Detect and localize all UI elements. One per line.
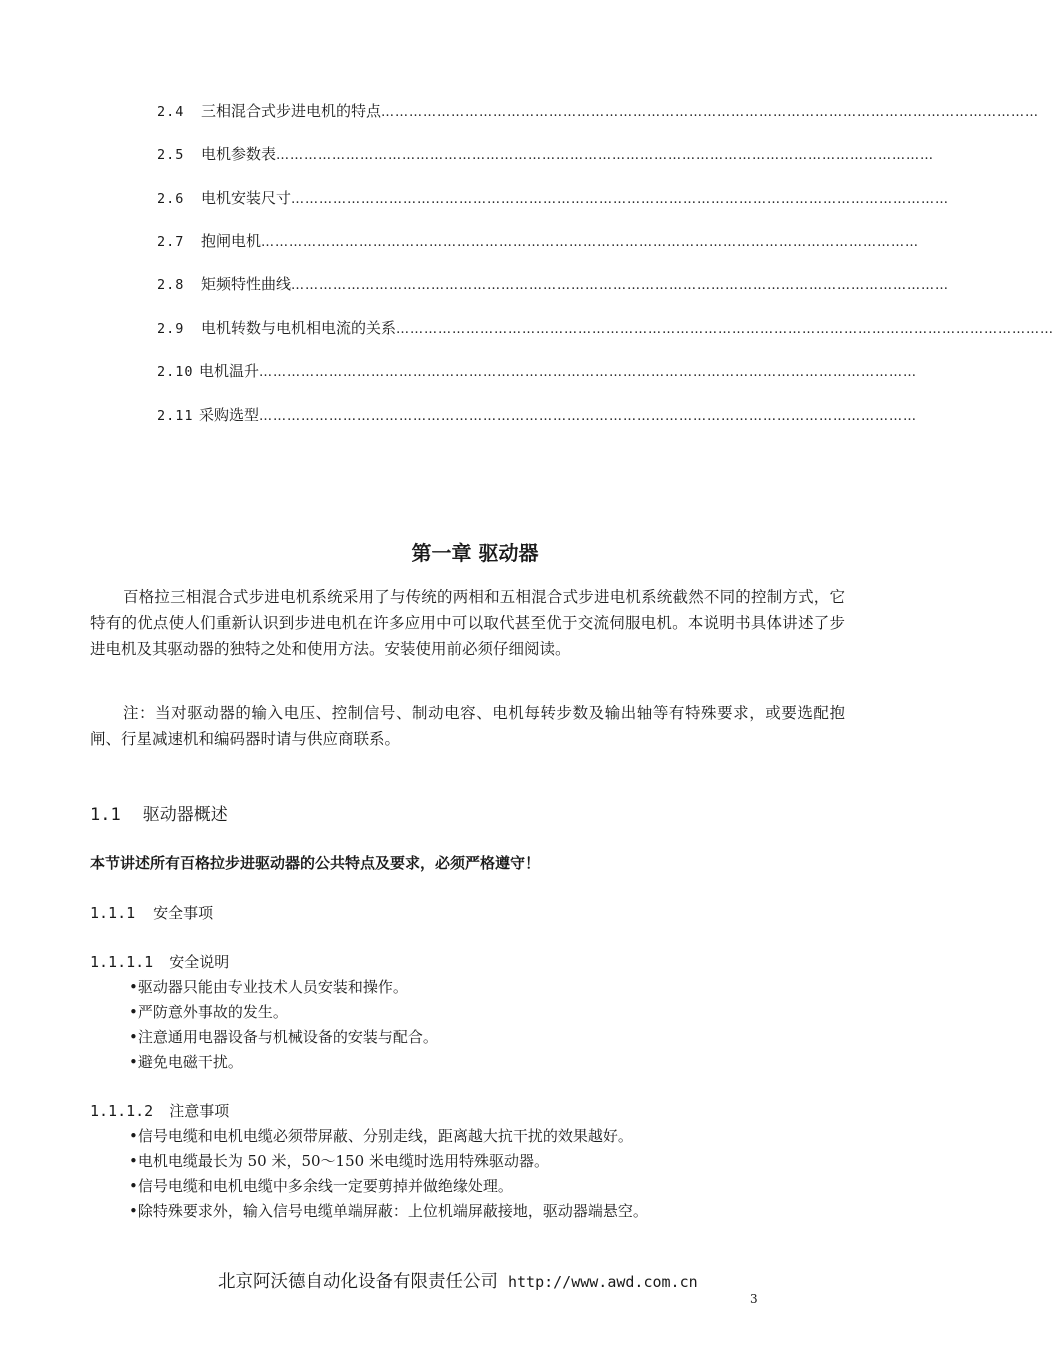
toc-entry-title: 采购选型 <box>199 406 260 424</box>
list-item: •信号电缆和电机电缆必须带屏蔽、分别走线，距离越大抗干扰的效果越好。 <box>129 1127 633 1145</box>
toc-entry-number: 2.4 <box>157 104 185 120</box>
toc-entry[interactable] <box>157 187 950 211</box>
footer-url-link[interactable]: http://www.awd.com.cn <box>508 1273 698 1291</box>
toc-entry-number: 2.10 <box>157 364 194 380</box>
section-heading-1-1-1-1 <box>90 951 229 972</box>
section-heading-1-1 <box>90 800 228 825</box>
toc-entry-number: 2.9 <box>157 321 185 337</box>
section-title: 安全事项 <box>153 904 214 922</box>
footer-company: 北京阿沃德自动化设备有限责任公司 <box>218 1272 498 1292</box>
section-title: 驱动器概述 <box>142 805 228 825</box>
toc-entry[interactable] <box>157 100 1040 124</box>
toc-leader-dots: …………………………………………………………………………………………………………………………… <box>259 409 918 424</box>
toc-entry[interactable] <box>157 360 918 384</box>
page-number: 3 <box>750 1292 758 1306</box>
section-title: 安全说明 <box>169 953 230 971</box>
list-item: •除特殊要求外，输入信号电缆单端屏蔽：上位机端屏蔽接地，驱动器端悬空。 <box>129 1202 648 1220</box>
section-heading-1-1-1 <box>90 902 213 923</box>
list-item: •严防意外事故的发生。 <box>129 1003 288 1021</box>
page-footer <box>218 1268 698 1293</box>
toc-entry-title: 抱闸电机 <box>201 232 262 250</box>
section-number: 1.1.1 <box>90 904 136 922</box>
section-heading-1-1-1-2 <box>90 1100 229 1121</box>
toc-entry-title: 电机参数表 <box>201 145 277 163</box>
list-item: •电机电缆最长为 50 米，50～150 米电缆时选用特殊驱动器。 <box>129 1152 549 1170</box>
bold-requirement-note: 本节讲述所有百格拉步进驱动器的公共特点及要求，必须严格遵守！ <box>90 854 541 872</box>
toc-entry-number: 2.5 <box>157 147 185 163</box>
toc-leader-dots: …………………………………………………………………………………………………………………………… <box>291 278 950 293</box>
list-item: •避免电磁干扰。 <box>129 1053 243 1071</box>
toc-entry-title: 电机转数与电机相电流的关系 <box>201 319 397 337</box>
toc-entry-number: 2.6 <box>157 191 185 207</box>
list-item: •信号电缆和电机电缆中多余线一定要剪掉并做绝缘处理。 <box>129 1177 513 1195</box>
toc-entry[interactable] <box>157 273 950 297</box>
toc-leader-dots: …………………………………………………………………………………………………………………………… <box>291 192 950 207</box>
toc-leader-dots: …………………………………………………………………………………………………………………………… <box>381 105 1040 120</box>
toc-leader-dots: …………………………………………………………………………………………………………………………… <box>276 148 935 163</box>
list-item: •注意通用电器设备与机械设备的安装与配合。 <box>129 1028 438 1046</box>
toc-leader-dots: …………………………………………………………………………………………………………………………… <box>396 322 1054 337</box>
toc-entry-number: 2.11 <box>157 408 194 424</box>
list-item: •驱动器只能由专业技术人员安装和操作。 <box>129 978 408 996</box>
toc-entry-number: 2.7 <box>157 234 185 250</box>
toc-entry-title: 电机安装尺寸 <box>201 189 292 207</box>
toc-leader-dots: …………………………………………………………………………………………………………………………… <box>261 235 920 250</box>
toc-entry-title: 电机温升 <box>199 362 260 380</box>
toc-entry[interactable] <box>157 404 918 428</box>
toc-entry-number: 2.8 <box>157 277 185 293</box>
section-title: 注意事项 <box>169 1102 230 1120</box>
toc-entry[interactable] <box>157 230 920 254</box>
toc-entry-title: 矩频特性曲线 <box>201 275 292 293</box>
note-paragraph: 注：当对驱动器的输入电压、控制信号、制动电容、电机每转步数及输出轴等有特殊要求，或要选配抱闸、行星减速机和编码器时请与供应商联系。 <box>90 704 845 748</box>
intro-paragraph: 百格拉三相混合式步进电机系统采用了与传统的两相和五相混合式步进电机系统截然不同的控制方式，它特有的优点使人们重新认识到步进电机在许多应用中可以取代甚至优于交流伺服电机。本说明书具体讲述了步进电机及其驱动器的独特之处和使用方法。安装使用前必须仔细阅读。 <box>90 588 845 658</box>
section-number: 1.1.1.2 <box>90 1102 154 1120</box>
section-number: 1.1 <box>90 805 121 825</box>
toc-entry[interactable] <box>157 143 935 167</box>
toc-leader-dots: …………………………………………………………………………………………………………………………… <box>259 365 918 380</box>
toc-entry[interactable] <box>157 317 1054 341</box>
chapter-title: 第一章 驱动器 <box>411 541 539 565</box>
toc-entry-title: 三相混合式步进电机的特点 <box>201 102 382 120</box>
section-number: 1.1.1.1 <box>90 953 154 971</box>
